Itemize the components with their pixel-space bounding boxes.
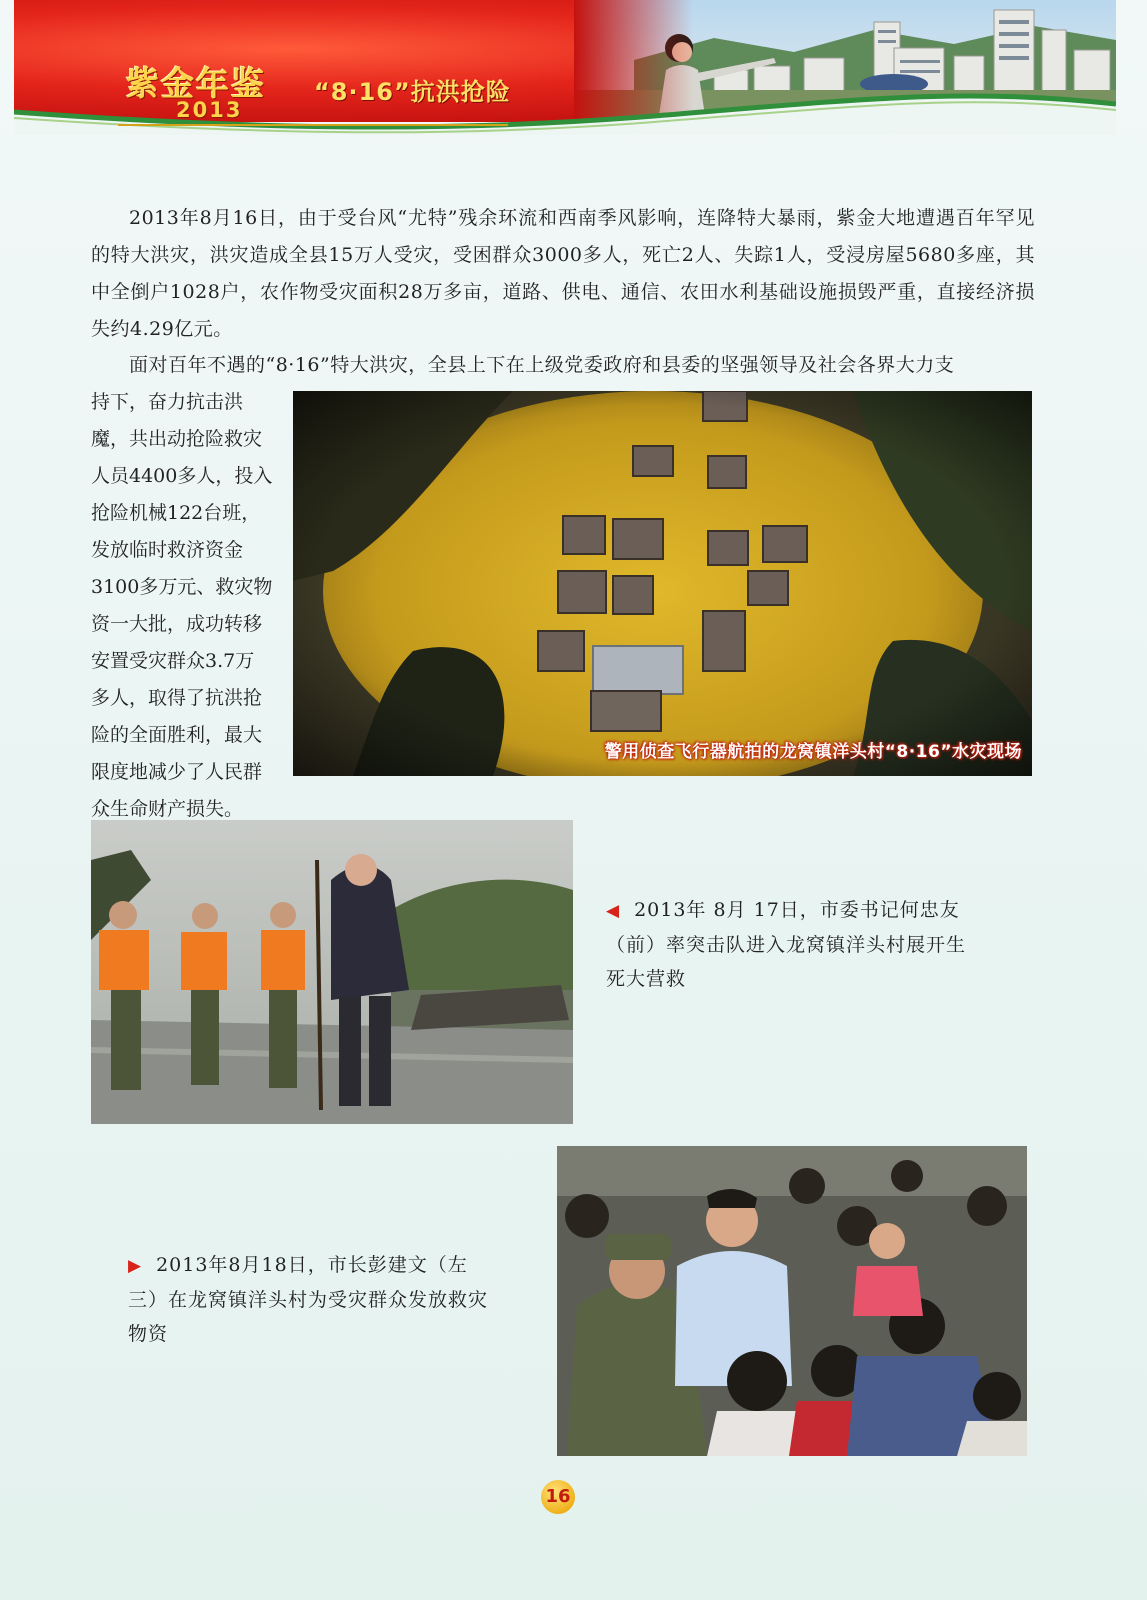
- caption-text: 2013年 8月 17日，市委书记何忠友: [634, 899, 960, 921]
- caption-line: 物资: [128, 1323, 169, 1345]
- column-line: 限度地减少了人民群: [91, 761, 263, 783]
- article-paragraph-1: 2013年8月16日，由于受台风“尤特”残余环流和西南季风影响，连降特大暴雨，紫金大地遭遇百年罕见的特大洪灾，洪灾造成全县15万人受灾，受困群众3000多人，死亡2人、失踪1人，受浸房屋5680多座，其中全倒户1028户，农作物受灾面积28万多亩，道路、供电、通信、农田水利基础设施损毁严重，直接经济损失约4.29亿元。: [91, 207, 1035, 340]
- page-number: 16: [541, 1480, 575, 1514]
- relief-distribution-photo: [557, 1146, 1027, 1456]
- aerial-photo-caption: 警用侦查飞行器航拍的龙窝镇洋头村“8·16”水灾现场: [604, 742, 1022, 762]
- section-title: “8·16”抗洪抢险: [314, 78, 511, 106]
- column-line: 人员4400多人，投入: [91, 465, 273, 487]
- caption-line: [606, 893, 1036, 928]
- column-line: 众生命财产损失。: [91, 798, 244, 820]
- relief-distribution-image: [557, 1146, 1027, 1456]
- caption-line: 三）在龙窝镇洋头村为受灾群众发放救灾: [128, 1289, 489, 1311]
- column-line: 发放临时救济资金: [91, 539, 244, 561]
- caption-line: [128, 1248, 528, 1283]
- column-line: 险的全面胜利，最大: [91, 724, 263, 746]
- column-line: 资一大批，成功转移: [91, 613, 263, 635]
- rescue-team-photo: [91, 820, 573, 1124]
- column-line: 魔，共出动抢险救灾: [91, 428, 263, 450]
- aerial-flood-image: [293, 391, 1032, 776]
- article-paragraph-2-column: [91, 384, 281, 828]
- article-paragraph-2-lead: 面对百年不遇的“8·16”特大洪灾，全县上下在上级党委政府和县委的坚强领导及社会各界大力支: [129, 354, 955, 376]
- column-line: 抢险机械122台班，: [91, 502, 261, 524]
- yearbook-brand-title: 紫金年鉴: [126, 64, 266, 103]
- caption-text: 2013年8月18日，市长彭建文（左: [156, 1254, 468, 1276]
- header-banner: [14, 0, 1116, 135]
- column-line: 多人，取得了抗洪抢: [91, 687, 263, 709]
- column-line: 3100多万元、救灾物: [91, 576, 273, 598]
- aerial-flood-photo: [293, 391, 1032, 776]
- caption-line: 死大营救: [606, 968, 687, 990]
- column-line: 安置受灾群众3.7万: [91, 650, 255, 672]
- triangle-right-icon: ▶: [128, 1256, 143, 1276]
- rescue-photo-caption: [606, 893, 1036, 996]
- brand-underline: [118, 124, 508, 126]
- relief-photo-caption: [128, 1248, 528, 1351]
- triangle-left-icon: ◀: [606, 901, 621, 921]
- column-line: 持下，奋力抗击洪: [91, 391, 244, 413]
- yearbook-year: 2013: [176, 98, 243, 122]
- caption-line: （前）率突击队进入龙窝镇洋头村展开生: [606, 934, 967, 956]
- rescue-team-image: [91, 820, 573, 1124]
